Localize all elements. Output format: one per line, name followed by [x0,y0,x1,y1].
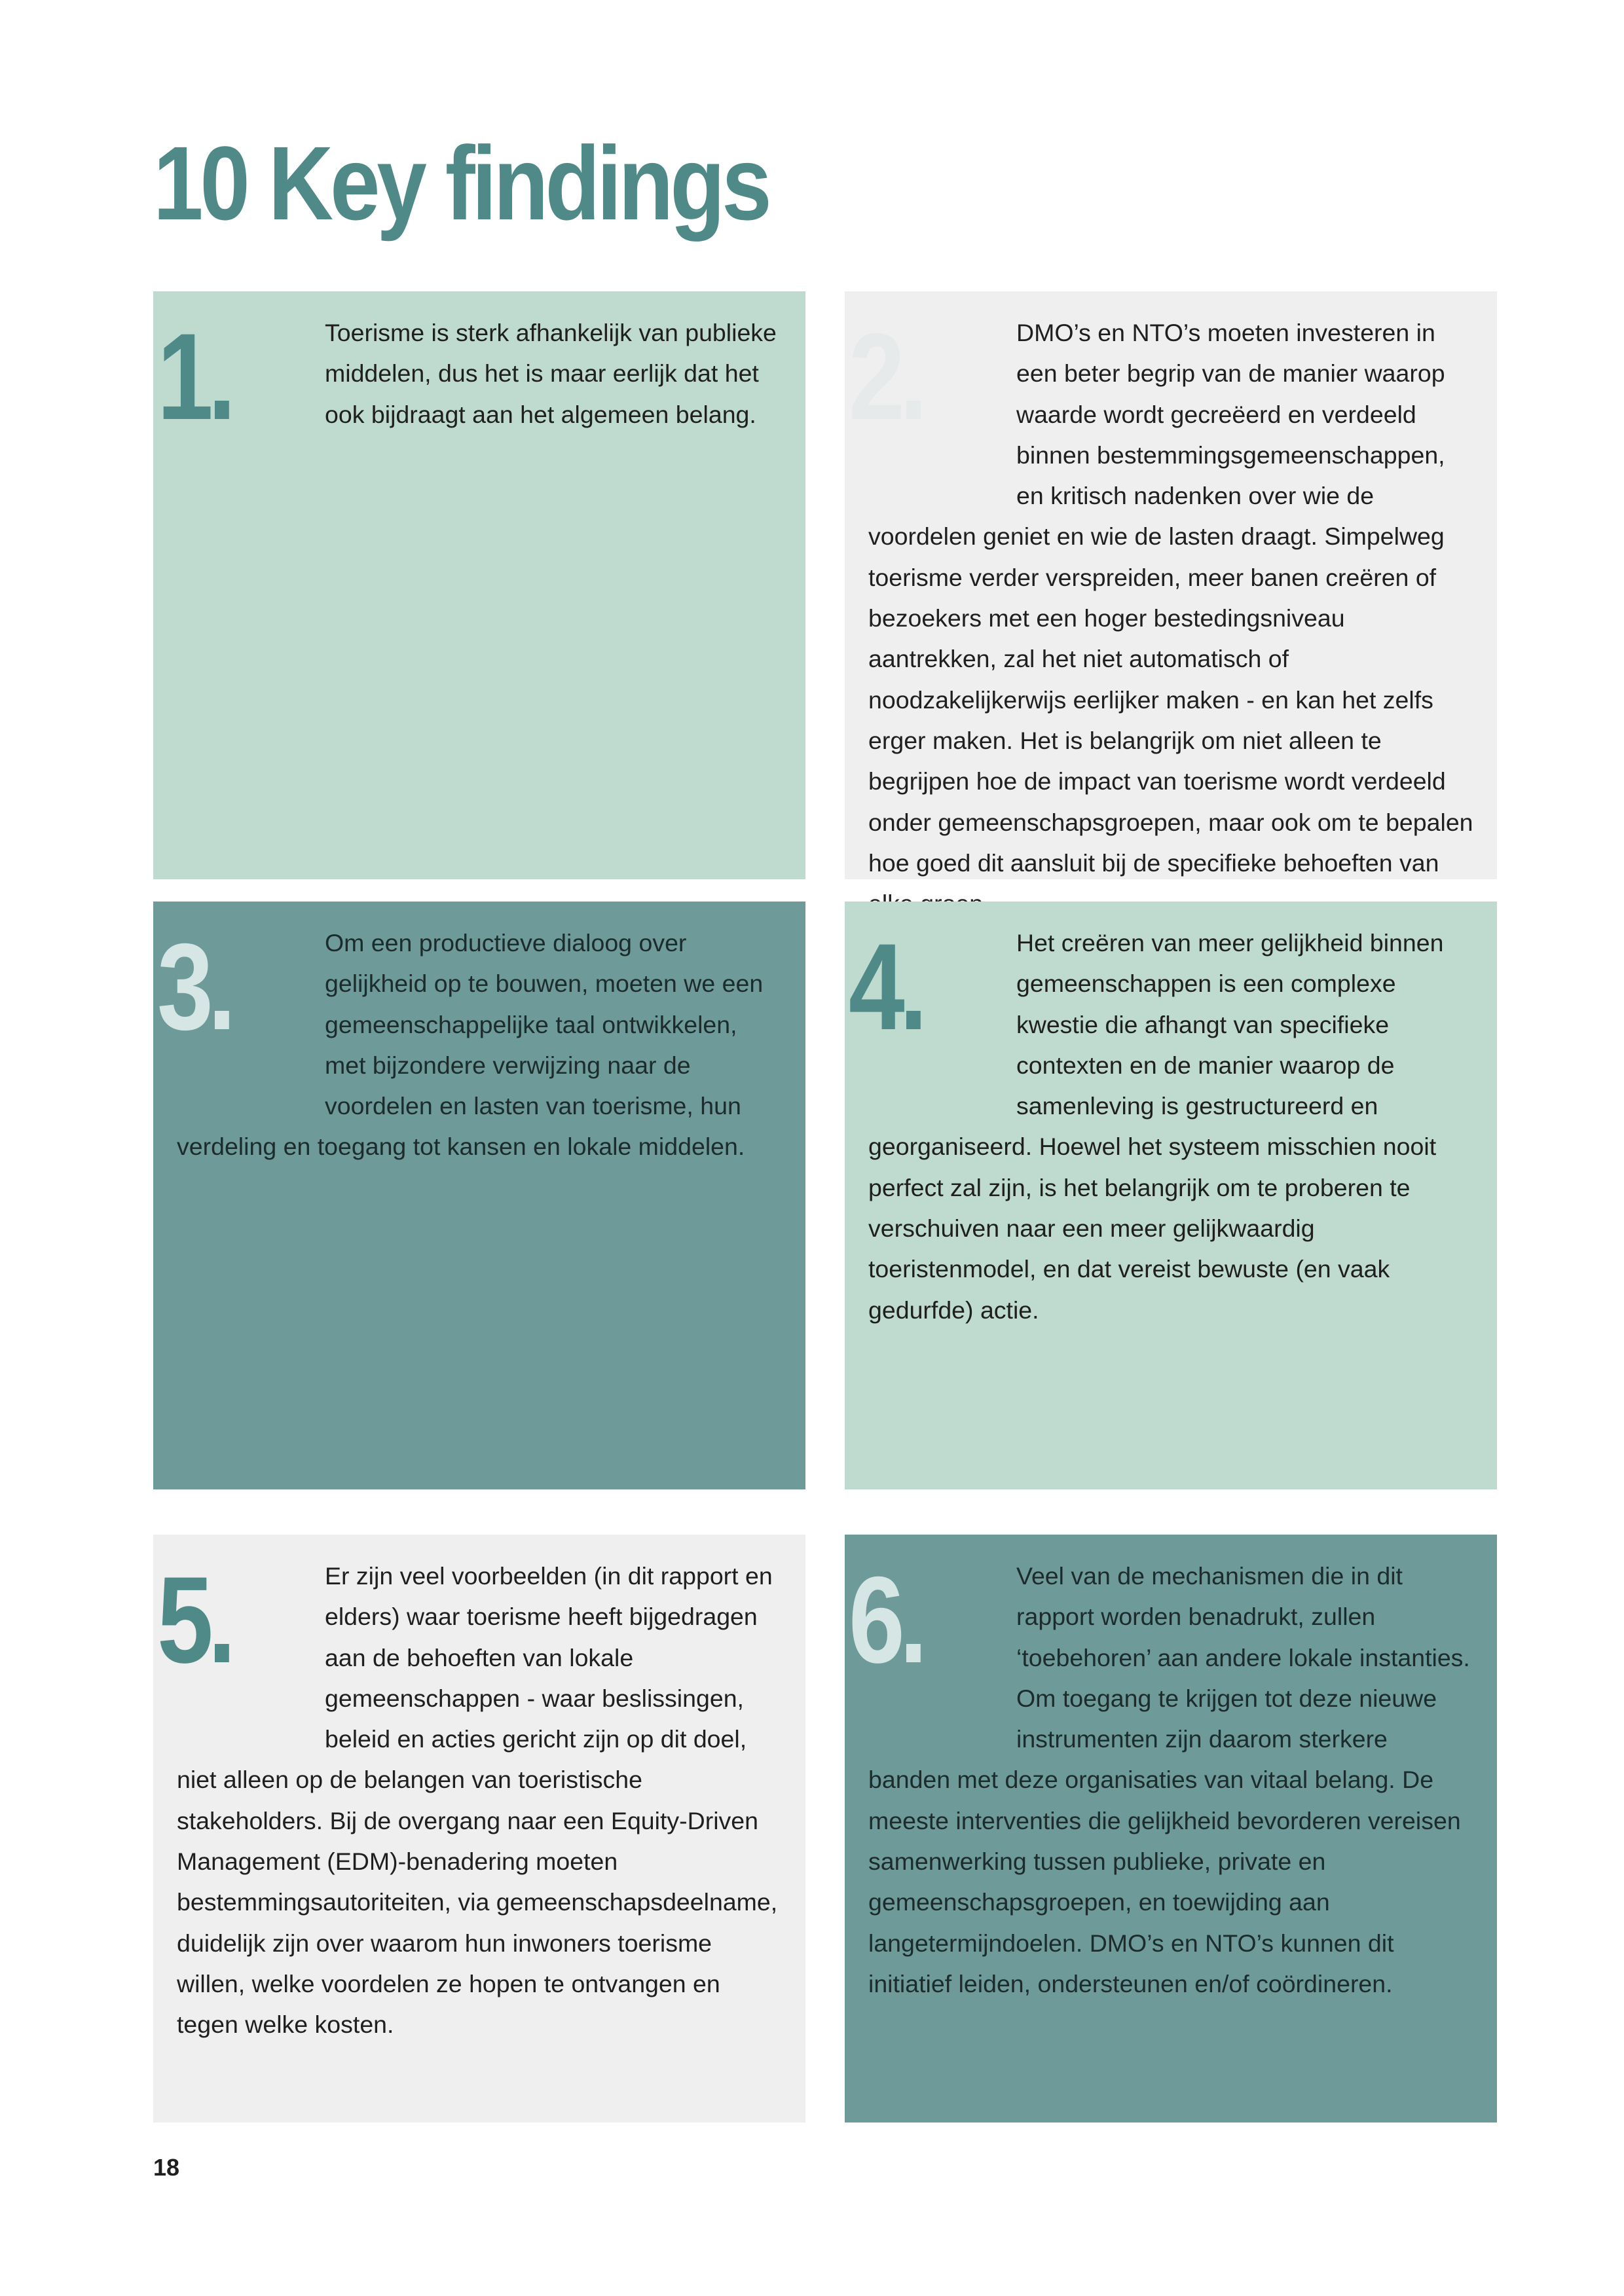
finding-number: 5. [157,1551,231,1688]
finding-number: 6. [849,1551,923,1688]
finding-card-5 [153,1535,805,2123]
finding-card-6 [845,1535,1497,2123]
finding-text: Het creëren van meer gelijkheid binnen gemeenschappen is een complexe kwestie die afhangt van specifieke contexten en de manier waarop de samenleving is gestructureerd en georganiseerd. Hoewel het systeem misschien nooit perfect zal zijn, is het belangrijk om te proberen te verschuiven naar een meer gelijkwaardig toeristenmodel, en dat vereist bewuste (en vaak gedurfde) actie. [868,929,1444,1324]
finding-card-1 [153,291,805,879]
page-title: 10 Key findings [153,124,769,242]
finding-text: DMO’s en NTO’s moeten investeren in een beter begrip van de manier waarop waarde wordt gecreëerd en verdeeld binnen bestemmingsgemeenschappen, en kritisch nadenken over wie de voordelen geniet en wie de lasten draagt. Simpelweg toerisme verder verspreiden, meer banen creëren of bezoekers met een hoger bestedingsniveau aantrekken, zal het niet automatisch of noodzakelijkerwijs eerlijker maken - en kan het zelfs erger maken. Het is belangrijk om niet alleen te begrijpen hoe de impact van toerisme wordt verdeeld onder gemeenschapsgroepen, maar ook om te bepalen hoe goed dit aansluit bij de specifieke behoeften van [868,319,1473,877]
page-number: 18 [153,2154,180,2181]
finding-text: Toerisme is sterk afhankelijk van publieke middelen, dus het is maar eerlijk dat het ook bijdraagt aan het algemeen belang. [325,319,777,428]
finding-number: 1. [157,308,231,445]
finding-card-3 [153,902,805,1489]
finding-number: 3. [157,918,231,1055]
finding-card-2 [845,291,1497,879]
finding-text: Om een productieve dialoog over gelijkheid op te bouwen, moeten we een gemeenschappelijke taal ontwikkelen, met bijzondere verwijzing naar de voordelen en lasten van toerisme, hun verdeling en toegang tot kansen en lokale middelen. [177,929,764,1161]
finding-card-4 [845,902,1497,1489]
finding-number: 2. [849,308,923,445]
finding-number: 4. [849,918,923,1055]
finding-text: Er zijn veel voorbeelden (in dit rapport en elders) waar toerisme heeft bijgedragen aan de behoeften van lokale gemeenschappen - waar beslissingen, beleid en acties gericht zijn op dit doel, niet alleen op de belangen van toeristische stakeholders. Bij de overgang naar een Equity-Driven Management (EDM)-benadering moeten bestemmingsautoriteiten, via gemeenschapsdeelname, duidelijk zijn over waarom hun inwoners toerisme willen, welke voordelen ze hopen te ontvangen en tegen welke kosten. [177,1562,778,2039]
finding-text: Veel van de mechanismen die in dit rapport worden benadrukt, zullen ‘toebehoren’ aan andere lokale instanties. Om toegang te krijgen tot deze nieuwe instrumenten zijn daarom sterkere banden met deze organisaties van vitaal belang. De meeste interventies die gelijkheid bevorderen vereisen samenwerking tussen publieke, private en gemeenschapsgroepen, en toewijding aan langetermijndoelen. DMO’s en NTO’s kunnen dit initiatief leiden, ondersteunen en/of coördineren. [868,1562,1470,1997]
